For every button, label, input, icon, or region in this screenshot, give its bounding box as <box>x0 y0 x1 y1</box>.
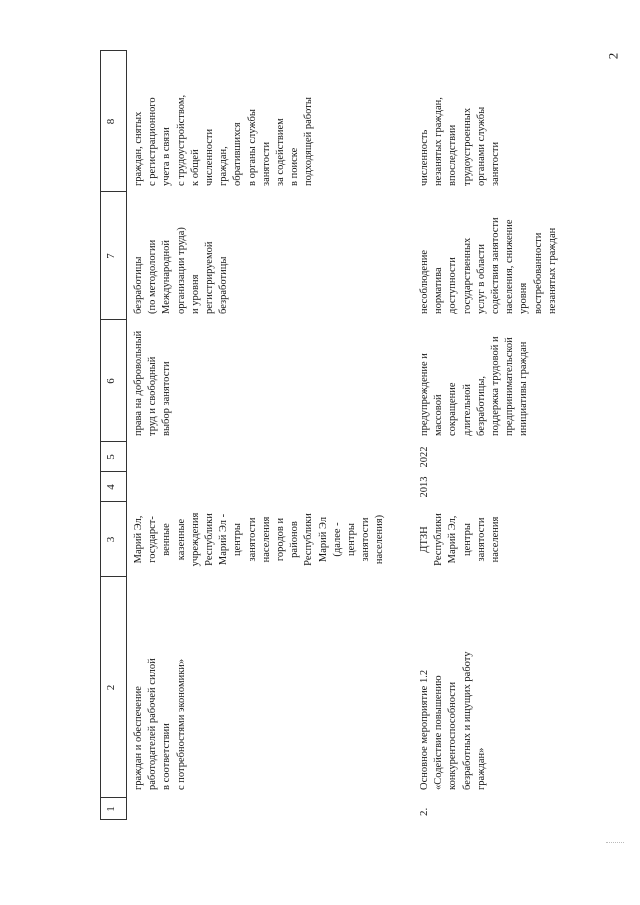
row1-program-description: граждан и обеспечение работодателей рабочей силой в соответствии с потребностями экономики» <box>133 658 187 790</box>
row2-end-year: 2022 <box>419 446 430 468</box>
row2-expected-result: предупреждение и массовой сокращение длительной безработицы, поддержка трудовой и предпринимательской инициативы граждан <box>419 336 530 436</box>
row2-number: 2. <box>418 807 430 816</box>
header-bottom-border <box>126 50 127 820</box>
row1-executor: Марий Эл, государст- венные казенные учреждения Республики Марий Эл - центры занятости населения городов и районов Республики Марий Эл (далее - центры занятости населения) <box>133 512 386 567</box>
row2-executor: ДТЗН Республики Марий Эл, центры занятости населения <box>419 513 502 566</box>
column-number-3: 3 <box>105 536 117 543</box>
column-number-2: 2 <box>105 684 117 691</box>
column-number-6: 6 <box>105 378 117 384</box>
table-top-border <box>100 50 101 820</box>
row1-indicators: граждан, снятых с регистрационного учета в связи с трудоустройством, к общей численности граждан, обратившихся в органы службы занятости за содействием в поиске подходящей работы <box>133 94 315 186</box>
page-number: 2 <box>604 52 620 60</box>
row2-indicators: численность незанятых граждан, впоследствии трудоустроенных органами службы занятости <box>419 97 502 186</box>
rotated-table-container <box>100 50 640 820</box>
column-number-1: 1 <box>105 806 117 812</box>
row1-expected-result: права на добровольный труд и свободный выбор занятости <box>133 330 173 436</box>
column-number-4: 4 <box>105 484 117 490</box>
program-table <box>100 50 640 820</box>
row2-program-description: Основное мероприятие 1.2 «Содействие повышению конкурентоспособности безработных и ищущих работу граждан» <box>419 651 487 790</box>
column-number-5: 5 <box>105 454 117 460</box>
column-number-7: 7 <box>105 253 117 259</box>
row2-consequences: несоблюдение норматива доступности государственных услуг в области содействия занятости населения, снижение уровня востребованности незанятых граждан <box>419 217 558 314</box>
column-number-8: 8 <box>105 118 117 125</box>
row2-start-year: 2013 <box>419 476 430 498</box>
scan-artifact <box>606 842 624 846</box>
row1-consequences: безработицы (по методологии Международной организации труда) и уровня регистрируемой безработицы <box>133 227 230 314</box>
